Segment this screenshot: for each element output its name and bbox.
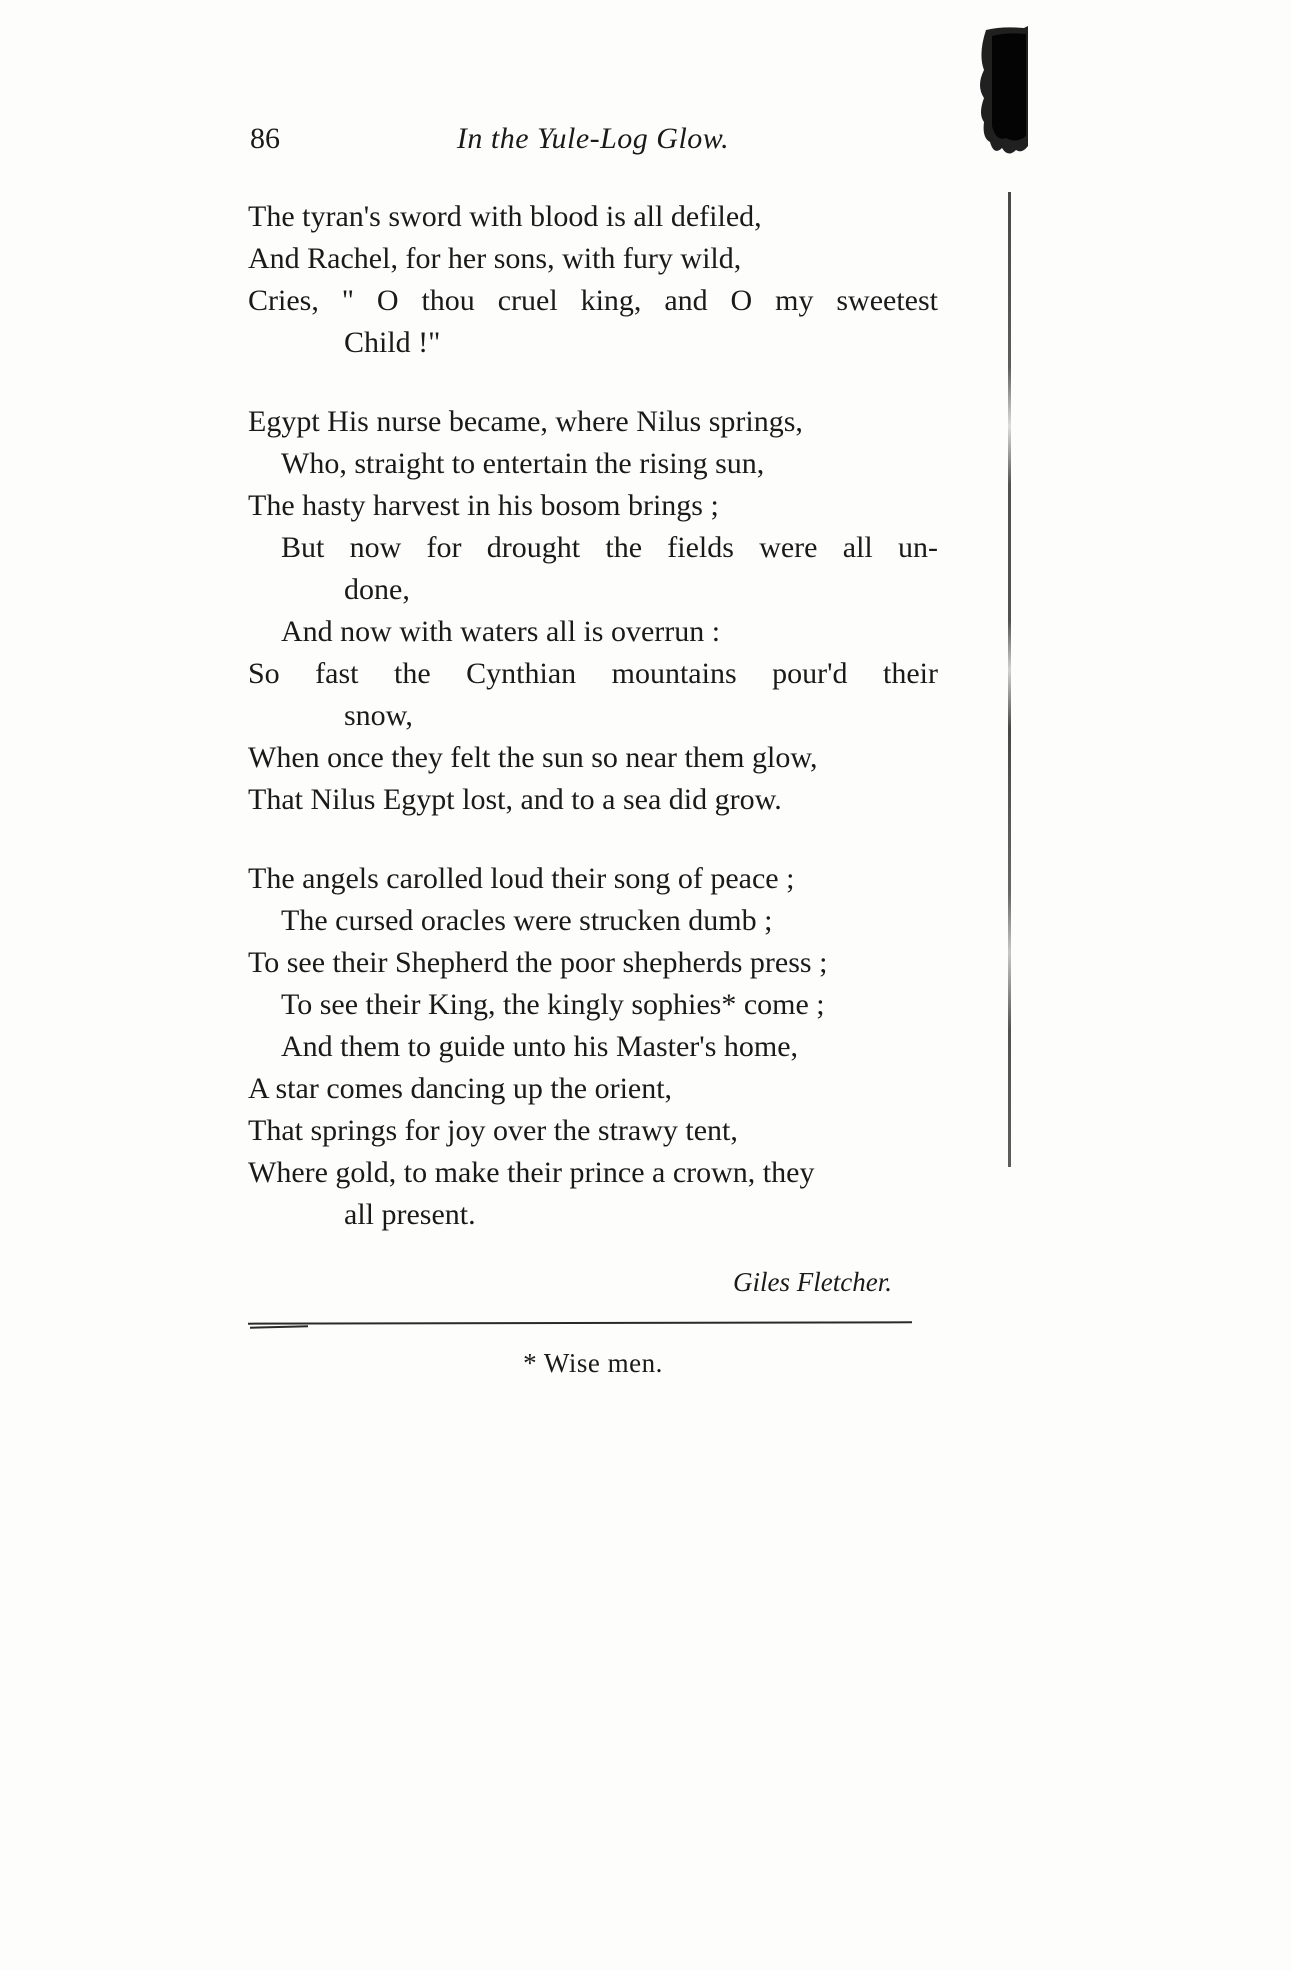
stanza [248,196,938,364]
poem-line: The cursed oracles were strucken dumb ; [281,904,773,937]
poem-line: That springs for joy over the strawy tent, [248,1114,738,1147]
poem-line: And them to guide unto his Master's home, [281,1030,799,1063]
text-block [248,122,938,1379]
poem-line: When once they felt the sun so near them glow, [248,741,818,774]
footnote: * Wise men. [523,1348,663,1378]
page-header [248,122,938,166]
poem-line: To see their Shepherd the poor shepherds press ; [248,946,828,979]
poem-line: And now with waters all is overrun : [281,615,721,648]
poem-line: done, [344,573,410,606]
poem-line: The hasty harvest in his bosom brings ; [248,489,719,522]
stanza [248,401,938,821]
poem-line: Child !" [344,326,441,359]
attribution: Giles Fletcher. [733,1267,892,1297]
poem-line: all present. [344,1198,476,1231]
poem-line: snow, [344,699,413,732]
poem-line: And Rachel, for her sons, with fury wild, [248,242,742,275]
poem-line: The tyran's sword with blood is all defiled, [248,200,762,233]
footnote-rule-stroke [250,1325,308,1328]
poem-line: That Nilus Egypt lost, and to a sea did grow. [248,783,782,816]
poem-line: To see their King, the kingly sophies* come ; [281,988,825,1021]
footnote-rule-line [248,1321,912,1324]
footnote-rule [248,1320,938,1330]
poem-line: Cries, " O thou cruel king, and O my sweetest [248,284,938,317]
running-title: In the Yule-Log Glow. [456,122,730,155]
poem-line: The angels carolled loud their song of peace ; [248,862,795,895]
stanza [248,858,938,1236]
page-number: 86 [250,122,280,155]
poem-line: So fast the Cynthian mountains pour'd their [248,657,938,690]
poem-line: A star comes dancing up the orient, [248,1072,673,1105]
poem-line: Where gold, to make their prince a crown, they [248,1156,815,1189]
poem-line: But now for drought the fields were all un- [281,531,938,564]
ink-blob-shape [972,26,1028,164]
poem-line: Egypt His nurse became, where Nilus springs, [248,405,803,438]
page-edge-shadow [1008,192,1011,1167]
poem-line: Who, straight to entertain the rising sun, [281,447,765,480]
scan-ink-artifact [972,26,1028,164]
poem [248,196,938,1236]
